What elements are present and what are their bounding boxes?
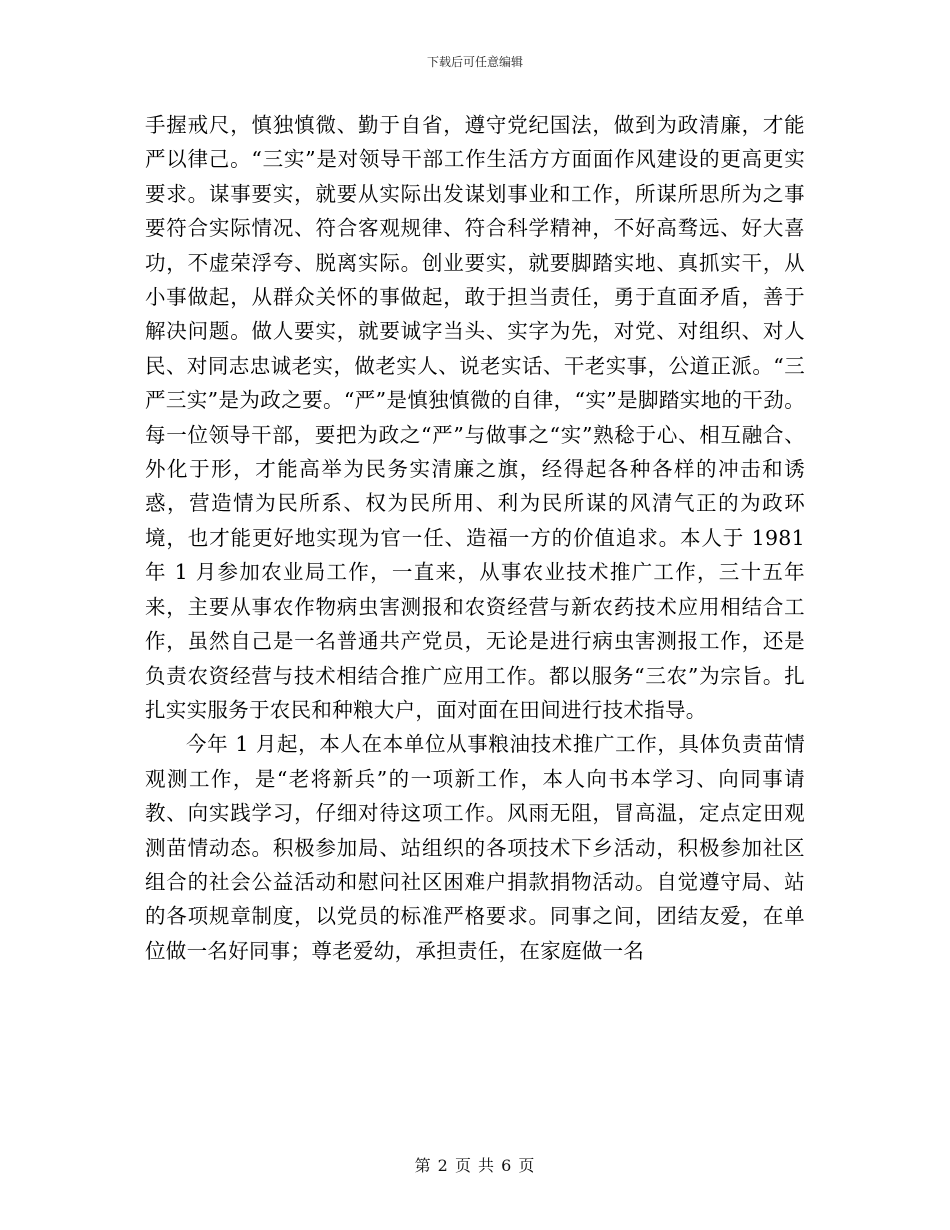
paragraph-1: 手握戒尺，慎独慎微、勤于自省，遵守党纪国法，做到为政清廉，才能严以律己。“三实”是对领导干部工作生活方方面面作风建设的更高更实要求。谋事要实，就要从实际出发谋划事业和工作，所谋所思所为之事要符合实际情况、符合客观规律、符合科学精神，不好高骛远、好大喜功，不虚荣浮夸、脱离实际。创业要实，就要脚踏实地、真抓实干，从小事做起，从群众关怀的事做起，敢于担当责任，勇于直面矛盾，善于解决问题。做人要实，就要诚字当头、实字为先，对党、对组织、对人民、对同志忠诚老实，做老实人、说老实话、干老实事，公道正派。“三严三实”是为政之要。“严”是慎独慎微的自律，“实”是脚踏实地的干劲。每一位领导干部，要把为政之“严”与做事之“实”熟稔于心、相互融合、外化于形，才能高举为民务实清廉之旗，经得起各种各样的冲击和诱惑，营造情为民所系、权为民所用、利为民所谋的风清气正的为政环境，也才能更好地实现为官一任、造福一方的价值追求。本人于 1981 年 1 月参加农业局工作，一直来，从事农业技术推广工作，三十五年来，主要从事农作物病虫害测报和农资经营与新农药技术应用相结合工作，虽然自己是一名普通共产党员，无论是进行病虫害测报工作，还是负责农资经营与技术相结合推广应用工作。都以服务“三农”为宗旨。扎扎实实服务于农民和种粮大户，面对面在田间进行技术指导。 [145,113,805,722]
document-body [145,108,805,968]
paragraph-2: 今年 1 月起，本人在本单位从事粮油技术推广工作，具体负责苗情观测工作，是“老将新兵”的一项新工作，本人向书本学习、向同事请教、向实践学习，仔细对待这项工作。风雨无阻，冒高温，定点定田观测苗情动态。积极参加局、站组织的各项技术下乡活动，积极参加社区组合的社会公益活动和慰问社区困难户捐款捐物活动。自觉遵守局、站的各项规章制度，以党员的标准严格要求。同事之间，团结友爱，在单位做一名好同事；尊老爱幼，承担责任，在家庭做一名 [145,732,805,963]
page-number-footer: 第 2 页 共 6 页 [414,1156,536,1175]
page-header: 下载后可任意编辑 [426,55,523,69]
